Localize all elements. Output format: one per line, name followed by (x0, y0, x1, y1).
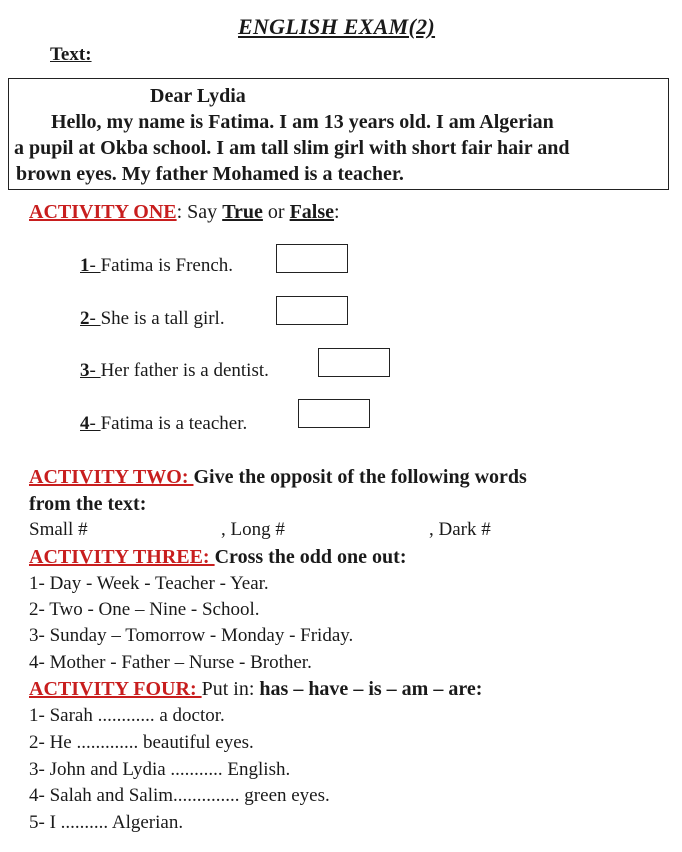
or-word: or (262, 201, 290, 223)
false-word: False (289, 201, 335, 223)
opposite-word-small: Small # (29, 519, 88, 540)
item-separator: - (89, 255, 101, 276)
item-text: Her father is a dentist. (100, 360, 269, 381)
letter-line-1: Hello, my name is Fatima. I am 13 years old. I am Algerian (51, 111, 554, 133)
text-label: Text: (50, 44, 92, 65)
true-false-item (80, 308, 225, 330)
activity-two-instruction-line-2: from the text: (29, 493, 147, 515)
item-text: She is a tall girl. (100, 308, 225, 329)
item-separator: - (89, 360, 101, 381)
true-false-item (80, 413, 247, 435)
activity-four-heading: ACTIVITY FOUR: (29, 678, 202, 700)
activity-four-heading-line (29, 678, 482, 701)
answer-box-3[interactable] (318, 348, 390, 377)
activity-four-instruction-words: has – have – is – am – are: (259, 678, 483, 700)
item-text: Fatima is a teacher. (100, 413, 248, 434)
activity-one-colon: : (334, 201, 340, 223)
activity-one-instruction-prefix: : Say (176, 201, 223, 223)
true-word: True (222, 201, 263, 223)
letter-greeting: Dear Lydia (150, 85, 246, 107)
fill-in-item: 4- Salah and Salim.............. green eyes. (29, 785, 330, 806)
exam-title: ENGLISH EXAM(2) (238, 14, 436, 39)
odd-one-out-item: 2- Two - One – Nine - School. (29, 599, 260, 620)
activity-one-heading-line (29, 201, 340, 224)
item-separator: - (89, 308, 101, 329)
item-number: 2 (80, 308, 90, 329)
true-false-item (80, 255, 233, 277)
activity-two-heading: ACTIVITY TWO: (29, 466, 194, 488)
opposite-word-dark: , Dark # (429, 519, 491, 540)
activity-two-instruction: Give the opposit of the following words (193, 466, 527, 488)
activity-three-heading: ACTIVITY THREE: (29, 546, 215, 568)
true-false-item (80, 360, 269, 382)
answer-box-1[interactable] (276, 244, 348, 273)
letter-line-3: brown eyes. My father Mohamed is a teacher. (16, 163, 404, 185)
item-text: Fatima is French. (100, 255, 234, 276)
item-separator: - (89, 413, 101, 434)
fill-in-item: 2- He ............. beautiful eyes. (29, 732, 254, 753)
odd-one-out-item: 4- Mother - Father – Nurse - Brother. (29, 652, 312, 673)
activity-four-instruction-prefix: Put in: (201, 678, 260, 700)
item-number: 3 (80, 360, 90, 381)
item-number: 1 (80, 255, 90, 276)
answer-box-4[interactable] (298, 399, 370, 428)
activity-three-heading-line (29, 546, 406, 569)
activity-one-heading: ACTIVITY ONE (29, 201, 177, 223)
fill-in-item: 1- Sarah ............ a doctor. (29, 705, 225, 726)
fill-in-item: 3- John and Lydia ........... English. (29, 759, 291, 780)
opposite-word-long: , Long # (221, 519, 285, 540)
letter-box (8, 78, 669, 190)
fill-in-item: 5- I .......... Algerian. (29, 812, 184, 833)
letter-line-2: a pupil at Okba school. I am tall slim girl with short fair hair and (14, 137, 570, 159)
odd-one-out-item: 1- Day - Week - Teacher - Year. (29, 573, 269, 594)
odd-one-out-item: 3- Sunday – Tomorrow - Monday - Friday. (29, 625, 354, 646)
item-number: 4 (80, 413, 90, 434)
answer-box-2[interactable] (276, 296, 348, 325)
activity-two-heading-line (29, 466, 527, 489)
activity-three-instruction: Cross the odd one out: (214, 546, 407, 568)
